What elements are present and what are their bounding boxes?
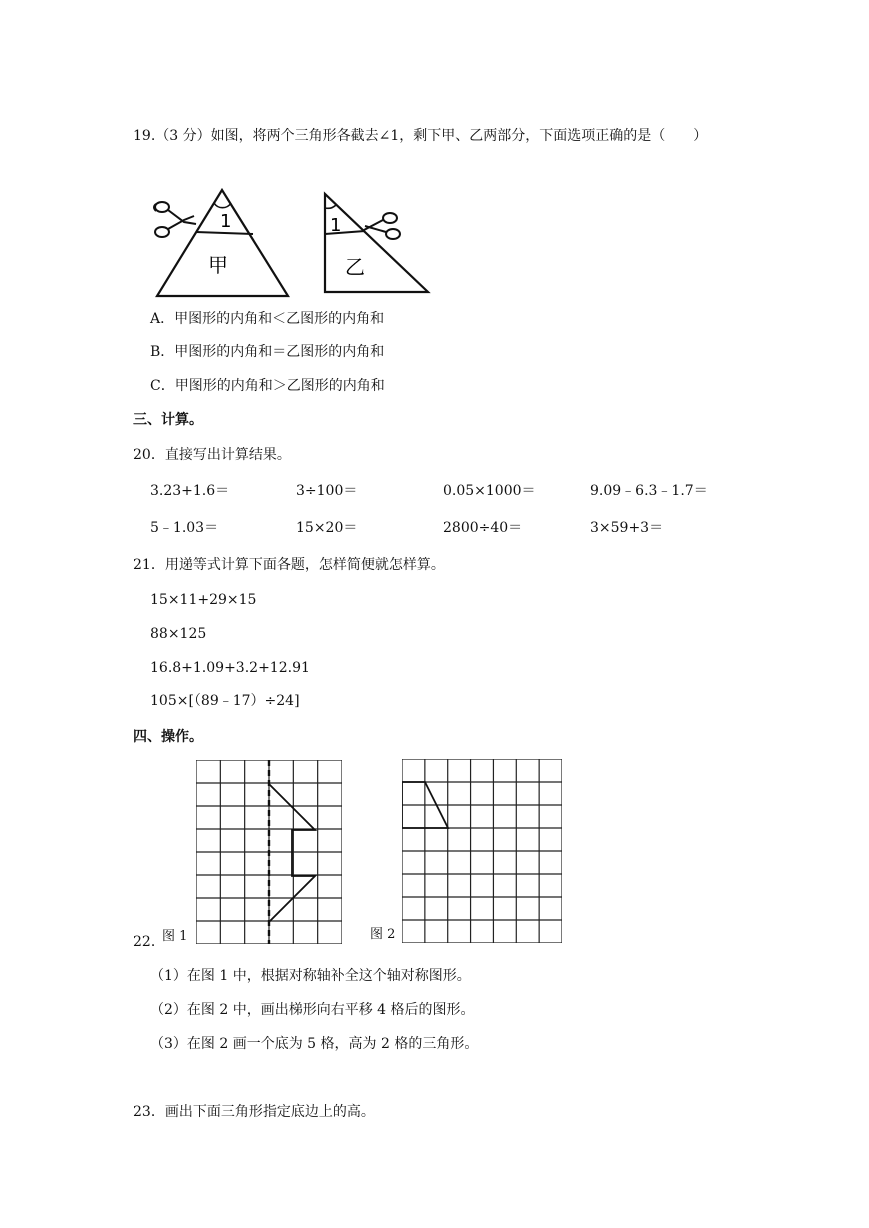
fig-1-label: 图 1 xyxy=(162,929,188,944)
half-shape xyxy=(269,784,315,922)
q20-item: 2800÷40＝ xyxy=(443,520,523,536)
q21-item: 105×[（89﹣17）÷24] xyxy=(150,693,300,709)
scissors-icon xyxy=(154,202,196,237)
q19-stem: 19.（3 分）如图，将两个三角形各截去∠1，剩下甲、乙两部分，下面选项正确的是（ ） xyxy=(133,128,708,144)
q22-task: （3）在图 2 画一个底为 5 格，高为 2 格的三角形。 xyxy=(150,1036,479,1052)
q19-option-b: B．甲图形的内角和＝乙图形的内角和 xyxy=(150,344,385,360)
part-jia-label: 甲 xyxy=(208,253,228,277)
q20-item: 3.23+1.6＝ xyxy=(150,483,230,499)
q19-option-c: C．甲图形的内角和＞乙图形的内角和 xyxy=(150,378,385,394)
q21-item: 88×125 xyxy=(150,626,207,642)
q22-task: （2）在图 2 中，画出梯形向右平移 4 格后的图形。 xyxy=(150,1002,475,1018)
q20-item: 5﹣1.03＝ xyxy=(150,520,219,536)
section-4-heading: 四、操作。 xyxy=(133,729,203,745)
q22-task: （1）在图 1 中，根据对称轴补全这个轴对称图形。 xyxy=(150,968,471,984)
q19-option-a: A．甲图形的内角和＜乙图形的内角和 xyxy=(150,311,385,327)
q20-item: 3×59+3＝ xyxy=(590,520,664,536)
grid-figure-2 xyxy=(402,759,562,943)
q20-stem: 20．直接写出计算结果。 xyxy=(133,447,291,463)
q20-item: 0.05×1000＝ xyxy=(443,483,536,499)
angle-1-label-left: 1 xyxy=(220,211,232,232)
q21-stem: 21．用递等式计算下面各题，怎样简便就怎样算。 xyxy=(133,557,445,573)
q21-item: 15×11+29×15 xyxy=(150,592,257,608)
part-yi-label: 乙 xyxy=(345,255,365,279)
grid-figure-1 xyxy=(196,760,342,944)
q19-figure xyxy=(150,186,440,302)
angle-1-label-right: 1 xyxy=(330,215,342,236)
q20-item: 9.09﹣6.3﹣1.7＝ xyxy=(590,483,708,499)
section-3-heading: 三、计算。 xyxy=(133,412,203,428)
q21-item: 16.8+1.09+3.2+12.91 xyxy=(150,660,310,676)
q20-item: 3÷100＝ xyxy=(296,483,358,499)
q22-number: 22． xyxy=(133,934,165,950)
q20-item: 15×20＝ xyxy=(296,520,358,536)
fig-2-label: 图 2 xyxy=(370,927,396,942)
q23-stem: 23．画出下面三角形指定底边上的高。 xyxy=(133,1104,375,1120)
